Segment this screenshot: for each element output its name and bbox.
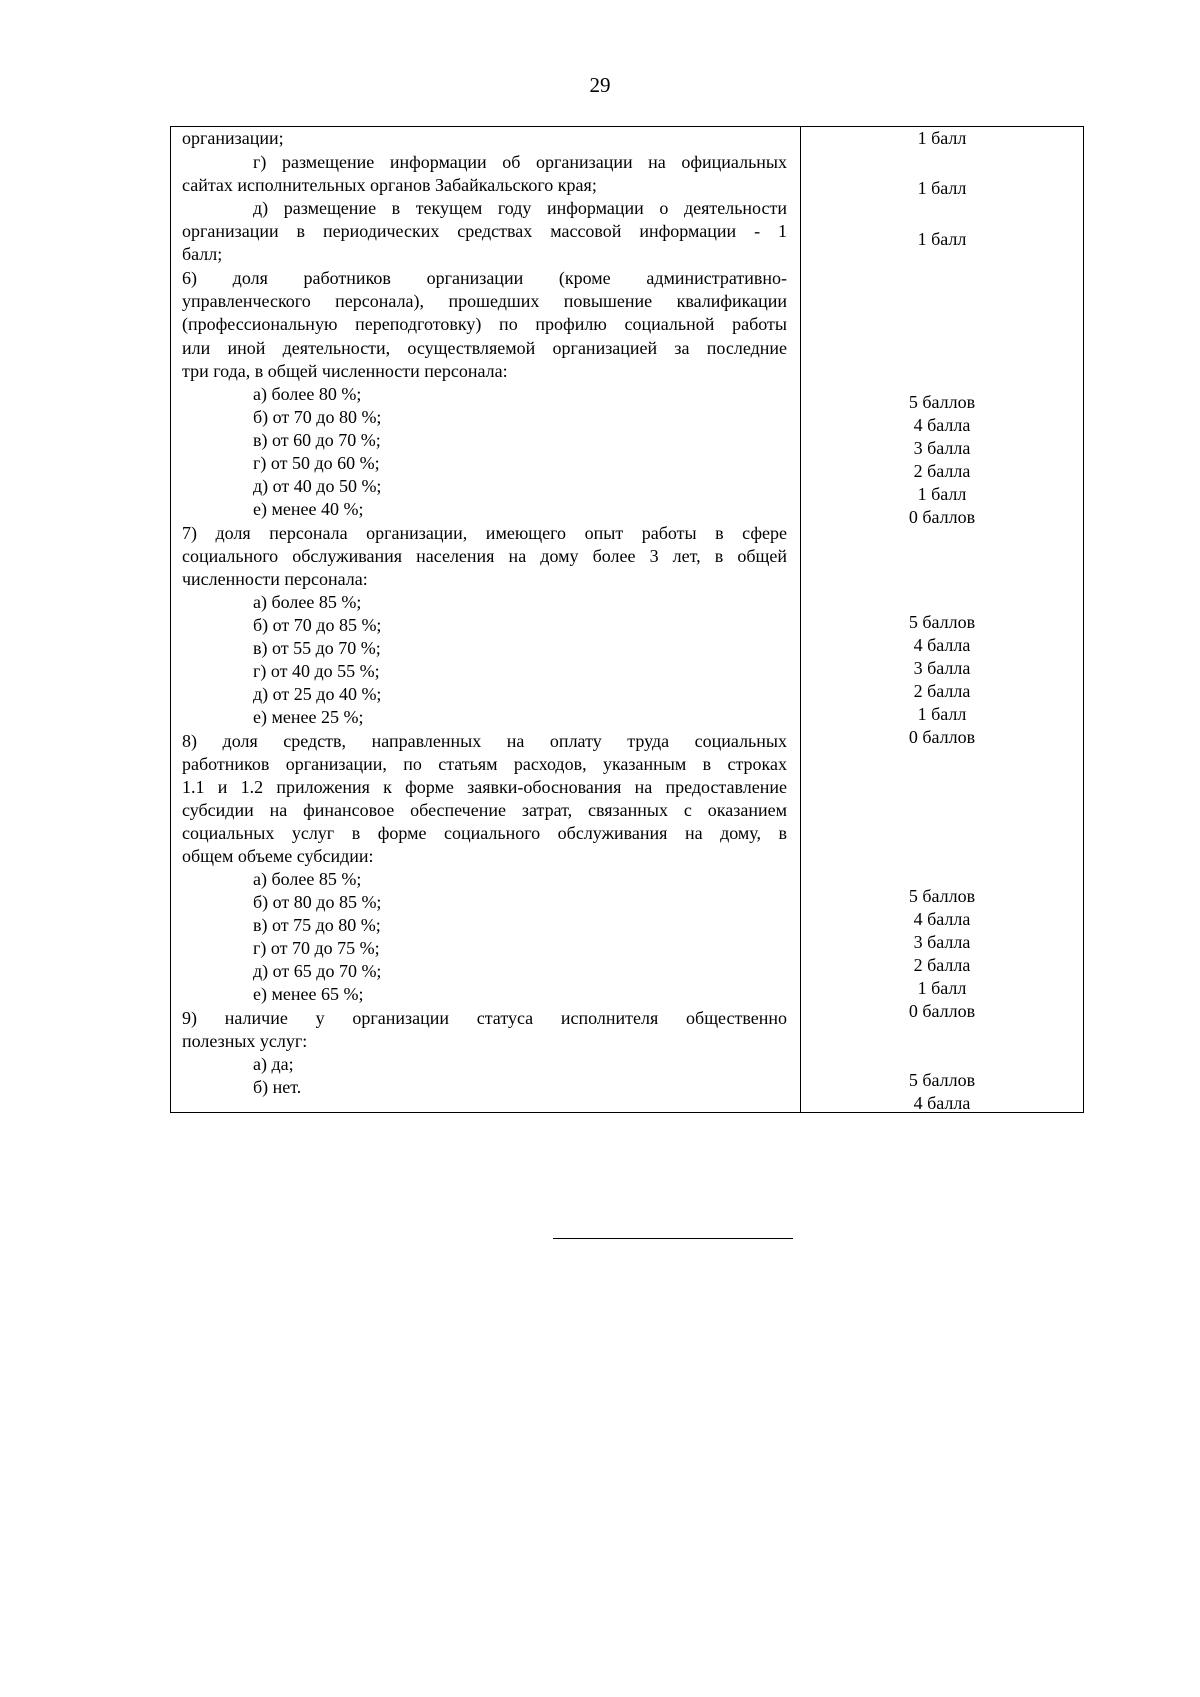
criteria-line: полезных услуг:	[182, 1031, 308, 1051]
criteria-option: б) от 70 до 85 %;	[253, 615, 382, 635]
criteria-option: а) более 80 %;	[253, 384, 362, 404]
criteria-line: балл;	[182, 244, 223, 264]
criteria-line: сайтах исполнительных органов Забайкальского края;	[182, 175, 597, 195]
criteria-line: 9) наличие у организации статуса исполнителя общественно	[182, 1008, 787, 1028]
score-cell: 1 балл	[917, 704, 967, 724]
criteria-line: социальных услуг в форме социального обслуживания на дому, в	[182, 823, 787, 843]
criteria-line-text: д) размещение в текущем году информации о деятельности	[253, 198, 787, 218]
criteria-option: е) менее 25 %;	[253, 707, 364, 727]
score-cell: 1 балл	[917, 229, 967, 249]
criteria-line-text: г) размещение информации об организации на официальных	[253, 152, 787, 172]
score-cell: 2 балла	[913, 461, 971, 481]
criteria-option: в) от 75 до 80 %;	[253, 915, 381, 935]
score-cell: 3 балла	[913, 658, 971, 678]
criteria-option: а) более 85 %;	[253, 869, 362, 889]
criteria-line	[253, 151, 787, 173]
criteria-line: или иной деятельности, осуществляемой организацией за последние	[182, 338, 787, 358]
criteria-option: в) от 60 до 70 %;	[253, 430, 381, 450]
score-cell: 2 балла	[913, 681, 971, 701]
score-cell: 3 балла	[913, 932, 971, 952]
criteria-table	[170, 126, 1084, 1113]
criteria-line: организации в периодических средствах массовой информации - 1	[182, 221, 787, 241]
criteria-line: организации;	[182, 128, 284, 148]
criteria-option: а) да;	[253, 1054, 294, 1074]
score-cell: 4 балла	[913, 635, 971, 655]
score-cell: 5 баллов	[908, 886, 976, 906]
closing-rule	[553, 1238, 793, 1239]
score-cell: 0 баллов	[908, 507, 976, 527]
criteria-line: общем объеме субсидии:	[182, 846, 374, 866]
score-cell: 4 балла	[913, 1093, 971, 1113]
criteria-option: е) менее 65 %;	[253, 984, 364, 1004]
score-cell: 5 баллов	[908, 612, 976, 632]
score-cell: 3 балла	[913, 438, 971, 458]
criteria-option: д) от 65 до 70 %;	[253, 961, 382, 981]
criteria-option: б) нет.	[253, 1077, 302, 1097]
criteria-option: г) от 70 до 75 %;	[253, 938, 380, 958]
criteria-option: д) от 25 до 40 %;	[253, 684, 382, 704]
score-cell: 0 баллов	[908, 727, 976, 747]
criteria-option: г) от 50 до 60 %;	[253, 453, 380, 473]
criteria-option: б) от 70 до 80 %;	[253, 407, 382, 427]
criteria-option: г) от 40 до 55 %;	[253, 661, 380, 681]
score-cell: 5 баллов	[908, 1070, 976, 1090]
score-cell: 4 балла	[913, 415, 971, 435]
criteria-line: 8) доля средств, направленных на оплату труда социальных	[182, 731, 787, 751]
score-cell: 1 балл	[917, 128, 967, 148]
criteria-option: д) от 40 до 50 %;	[253, 476, 382, 496]
page-number: 29	[589, 73, 611, 97]
score-cell: 1 балл	[917, 978, 967, 998]
criteria-line: социального обслуживания населения на дому более 3 лет, в общей	[182, 546, 787, 566]
criteria-line: 1.1 и 1.2 приложения к форме заявки-обоснования на предоставление	[182, 777, 787, 797]
criteria-line: субсидии на финансовое обеспечение затрат, связанных с оказанием	[182, 800, 787, 820]
score-cell: 2 балла	[913, 955, 971, 975]
score-cell: 5 баллов	[908, 392, 976, 412]
criteria-option: в) от 55 до 70 %;	[253, 638, 381, 658]
score-cell: 4 балла	[913, 909, 971, 929]
score-cell: 0 баллов	[908, 1001, 976, 1021]
criteria-line	[253, 197, 787, 219]
criteria-line: (профессиональную переподготовку) по профилю социальной работы	[182, 314, 787, 334]
score-cell: 1 балл	[917, 484, 967, 504]
criteria-line: три года, в общей численности персонала:	[182, 361, 508, 381]
criteria-line: работников организации, по статьям расходов, указанным в строках	[182, 754, 787, 774]
criteria-line: численности персонала:	[182, 569, 368, 589]
criteria-option: а) более 85 %;	[253, 592, 362, 612]
criteria-option: б) от 80 до 85 %;	[253, 892, 382, 912]
score-cell: 1 балл	[917, 178, 967, 198]
criteria-option: е) менее 40 %;	[253, 499, 364, 519]
criteria-line: 6) доля работников организации (кроме административно-	[182, 268, 787, 288]
criteria-line: 7) доля персонала организации, имеющего опыт работы в сфере	[182, 523, 787, 543]
criteria-line: управленческого персонала), прошедших повышение квалификации	[182, 291, 787, 311]
